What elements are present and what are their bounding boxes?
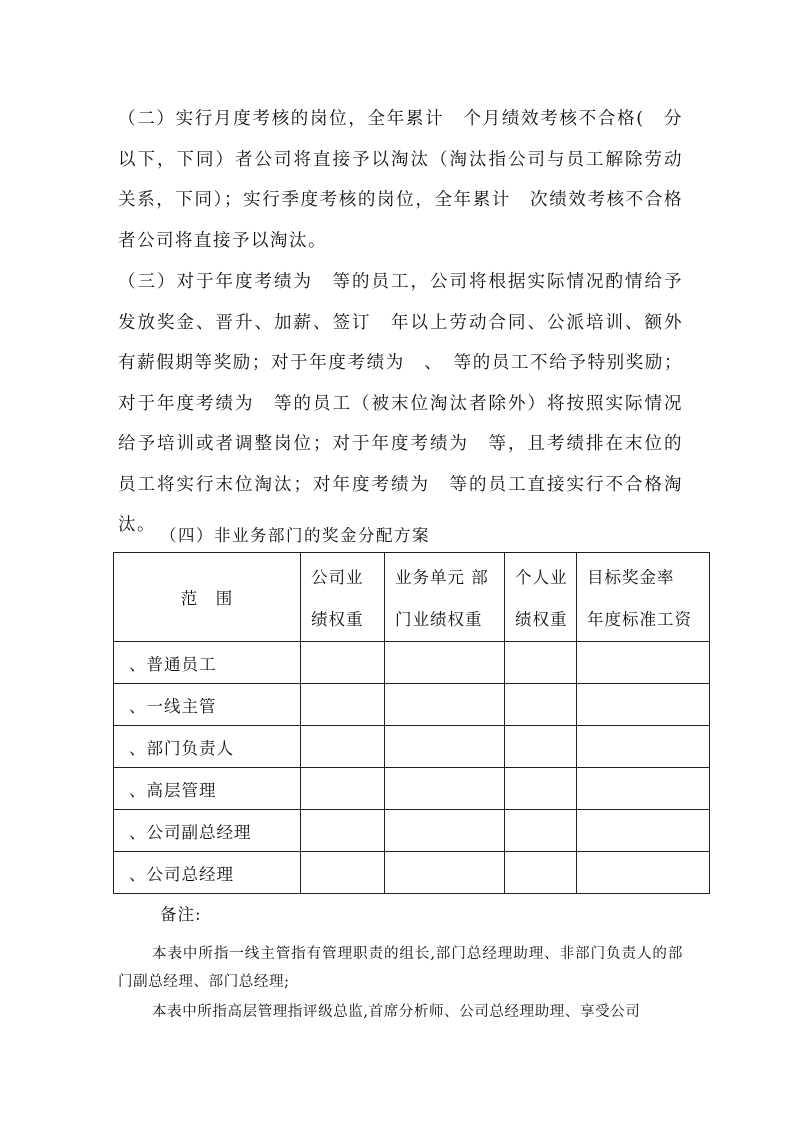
notes-title: 备注:	[160, 905, 202, 924]
header-personal-weight	[505, 553, 577, 642]
table-cell	[385, 768, 505, 810]
header-unit-weight-line2: 门业绩权重	[395, 610, 483, 629]
row-label-deputy-gm: 、公司副总经理	[114, 810, 301, 852]
table-header-row	[114, 553, 710, 642]
paragraph-section-2: （二）实行月度考核的岗位，全年累计 个月绩效考核不合格( 分以下，下同）者公司将直接予以淘汰（淘汰指公司与员工解除劳动关系，下同）；实行季度考核的岗位，全年累计 次绩效考核不合格者公司将直接予以淘汰。	[118, 109, 683, 251]
header-personal-weight-line1: 个人业	[515, 568, 568, 587]
header-scope: 范 围	[114, 553, 301, 642]
row-label-senior-management: 、高层管理	[114, 768, 301, 810]
header-unit-weight-line1: 业务单元 部	[395, 568, 489, 587]
table-cell	[301, 852, 385, 894]
header-target-bonus-line2: 年度标准工资	[587, 610, 692, 629]
table-cell	[577, 726, 710, 768]
table-cell	[505, 852, 577, 894]
table-cell	[385, 642, 505, 684]
table-row	[114, 768, 710, 810]
table-cell	[385, 726, 505, 768]
table-cell	[301, 642, 385, 684]
table-cell	[301, 810, 385, 852]
table-row	[114, 726, 710, 768]
table-cell	[505, 642, 577, 684]
table-cell	[301, 726, 385, 768]
table-cell	[505, 768, 577, 810]
table-cell	[301, 684, 385, 726]
note-1: 本表中所指一线主管指有管理职责的组长,部门总经理助理、非部门负责人的部门副总经理、部门总经理;	[118, 946, 683, 990]
table-cell	[577, 810, 710, 852]
header-target-bonus-rate	[577, 553, 710, 642]
table-cell	[505, 726, 577, 768]
header-target-bonus-line1: 目标奖金率	[587, 568, 675, 587]
row-label-frontline-supervisor: 、一线主管	[114, 684, 301, 726]
row-label-general-manager: 、公司总经理	[114, 852, 301, 894]
header-unit-weight	[385, 553, 505, 642]
paragraph-section-3: （三）对于年度考绩为 等的员工，公司将根据实际情况酌情给予发放奖金、晋升、加薪、签订 年以上劳动合同、公派培训、额外有薪假期等奖励；对于年度考绩为 、 等的员工不给予特别奖励；对于年度考绩为 等的员工（被末位淘汰者除外）将按照实际情况给予培训或者调整岗位；对于年度考绩为 等，且考绩排在末位的员工将实行末位淘汰；对年度考绩为 等的员工直接实行不合格淘汰。	[118, 272, 683, 535]
table-cell	[577, 768, 710, 810]
table-cell	[301, 768, 385, 810]
table-row	[114, 684, 710, 726]
table-row	[114, 810, 710, 852]
table-cell	[577, 684, 710, 726]
section-title-bonus-plan: （四）非业务部门的奖金分配方案	[160, 526, 430, 545]
table-cell	[385, 684, 505, 726]
header-personal-weight-line2: 绩权重	[515, 610, 568, 629]
header-company-weight	[301, 553, 385, 642]
table-cell	[385, 810, 505, 852]
table-cell	[505, 810, 577, 852]
table-cell	[577, 642, 710, 684]
bonus-allocation-table	[113, 552, 710, 894]
row-label-department-head: 、部门负责人	[114, 726, 301, 768]
header-company-weight-line1: 公司业	[311, 568, 364, 587]
header-company-weight-line2: 绩权重	[311, 610, 364, 629]
table-cell	[505, 684, 577, 726]
table-cell	[385, 852, 505, 894]
row-label-staff: 、普通员工	[114, 642, 301, 684]
table-row	[114, 642, 710, 684]
note-2: 本表中所指高层管理指评级总监,首席分析师、公司总经理助理、享受公司	[152, 1004, 641, 1020]
table-cell	[577, 852, 710, 894]
table-row	[114, 852, 710, 894]
